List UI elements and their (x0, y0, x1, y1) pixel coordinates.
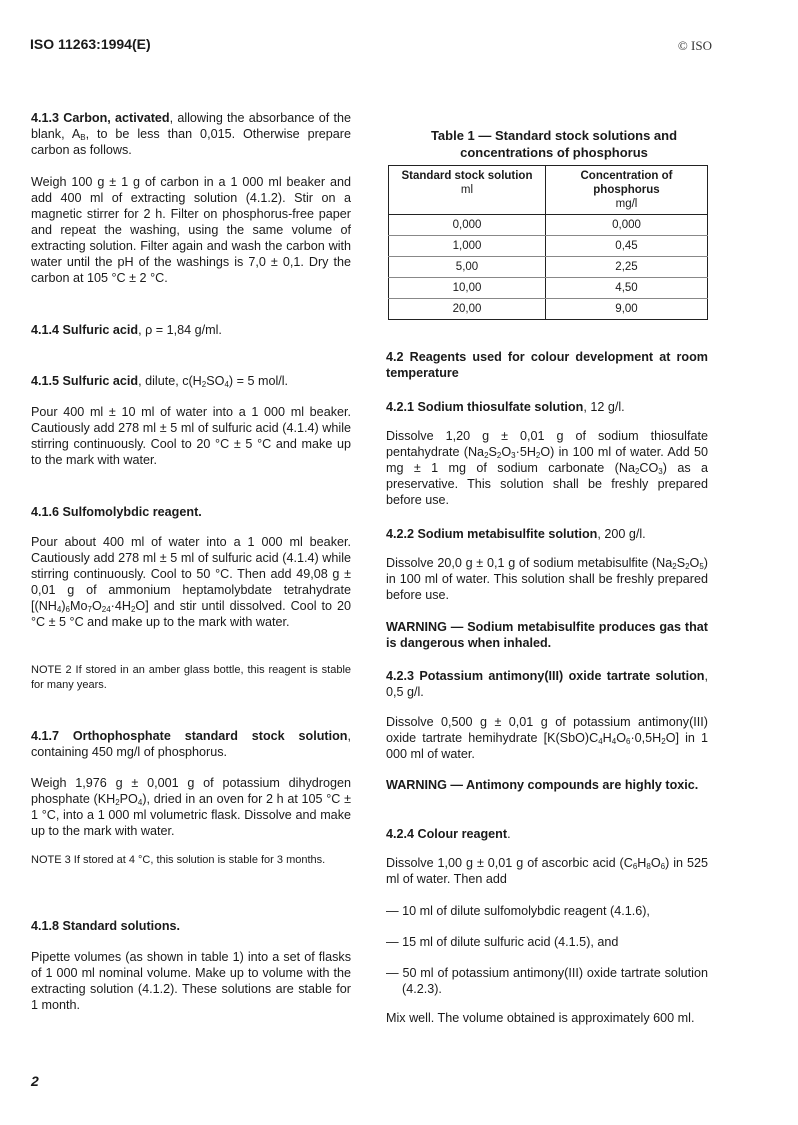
column-header: Concentration of phosphorus mg/l (546, 166, 708, 215)
table-row: 0,000 0,000 (389, 215, 708, 236)
section-4-1-8 (31, 918, 351, 934)
table-title: Table 1 — Standard stock solutions and concentrations of phosphorus (430, 128, 678, 160)
paragraph: Weigh 1,976 g ± 0,001 g of potassium dihydrogen phosphate $(KH_2PO_4)$, dried in an oven for 2 h at 105 °C ± 1 °C, into a 1 000 ml volumetric flask. Dissolve and make up to the mark with water. (31, 776, 351, 838)
warning-metabisulfite: WARNING — Sodium metabisulfite produces gas that is dangerous when inhaled. (386, 620, 708, 650)
section-4-2-4: 4.2.4 Colour reagent. (386, 827, 511, 841)
paragraph: Mix well. The volume obtained is approximately 600 ml. (386, 1011, 695, 1025)
table-row: 20,00 9,00 (389, 299, 708, 320)
section-4-1-3: 4.1.3 Carbon, activated, allowing the absorbance of the blank, $A_B$, to be less than 0,015. Otherwise prepare carbon as follows. (31, 111, 351, 157)
list-item: — 10 ml of dilute sulfomolybdic reagent (4.1.6), (386, 904, 650, 918)
warning-antimony: WARNING — Antimony compounds are highly toxic. (386, 778, 699, 792)
section-title: 4.2.2 Sodium metabisulfite solution (386, 527, 598, 541)
section-4-1-5: 4.1.5 Sulfuric acid, dilute, $c(H_2SO_4) = 5$ mol/l. (31, 374, 289, 389)
section-4-2 (386, 349, 708, 381)
paragraph: Dissolve 1,00 g ± 0,01 g of ascorbic acid $(C_6H_8O_6)$ in 525 ml of water. Then add (386, 856, 708, 886)
table-row: 10,00 4,50 (389, 278, 708, 299)
note-3: NOTE 3 If stored at 4 °C, this solution is stable for 3 months. (31, 854, 326, 866)
page-number: 2 (31, 1073, 39, 1089)
paragraph: Pour 400 ml ± 10 ml of water into a 1 000 ml beaker. Cautiously add 278 ml ± 5 ml of sulfuric acid (4.1.4) while stirring continuously. Cool to 20 °C ± 5 °C and make up to the mark with water. (31, 405, 351, 467)
section-title: 4.2.3 Potassium antimony(III) oxide tartrate solution (386, 669, 705, 683)
section-4-2-1: 4.2.1 Sodium thiosulfate solution, 12 g/l. (386, 400, 625, 414)
column-header: Standard stock solution ml (389, 166, 546, 215)
section-title: 4.2.1 Sodium thiosulfate solution (386, 400, 584, 414)
section-title: 4.1.5 Sulfuric acid (31, 374, 139, 388)
section-title: 4.2 Reagents used for colour development at room temperature (386, 350, 708, 380)
section-title: 4.1.7 Orthophosphate standard stock solution (31, 729, 348, 743)
paragraph: Pipette volumes (as shown in table 1) into a set of flasks of 1 000 ml nominal volume. Make up to volume with the extracting solution (4.1.2). These solutions are stable for 1 month. (31, 950, 351, 1012)
list-item: — 15 ml of dilute sulfuric acid (4.1.5), and (386, 935, 619, 949)
section-4-1-6 (31, 504, 351, 520)
section-title: 4.2.4 Colour reagent (386, 827, 508, 841)
paragraph: Weigh 100 g ± 1 g of carbon in a 1 000 ml beaker and add 400 ml of extracting solution (4.1.2). Stir on a magnetic stirrer for 2 h. Filter on phosphorus-free paper and repeat the washing, using the same volume of extracting solution. Filter again and wash the carbon with water until the pH of the washings is 7,0 ± 0,1. Dry the carbon at 105 °C ± 2 °C. (31, 175, 351, 285)
section-title: 4.1.8 Standard solutions. (31, 919, 181, 933)
section-4-2-3: 4.2.3 Potassium antimony(III) oxide tartrate solution, 0,5 g/l. (386, 669, 708, 699)
table-row: 1,000 0,45 (389, 236, 708, 257)
paragraph: Dissolve 1,20 g ± 0,01 g of sodium thiosulfate pentahydrate $(Na_2S_2O_3\cdot 5H_2O)$ in 100 ml of water. Add 50 mg ± 1 mg of sodium carbonate $(Na_2CO_3)$ as a preservative. This solution shall be freshly prepared before use. (386, 429, 709, 507)
section-4-1-7: 4.1.7 Orthophosphate standard stock solution, containing 450 mg/l of phosphorus. (31, 729, 351, 759)
document-id: ISO 11263:1994(E) (30, 36, 151, 52)
section-4-1-4: 4.1.4 Sulfuric acid, ρ = 1,84 g/ml. (31, 323, 222, 337)
note-2: NOTE 2 If stored in an amber glass bottle, this reagent is stable for many years. (31, 664, 351, 691)
table-row: 5,00 2,25 (389, 257, 708, 278)
standard-solutions-table (388, 165, 708, 320)
paragraph: Pour about 400 ml of water into a 1 000 ml beaker. Cautiously add 278 ml ± 5 ml of sulfuric acid (4.1.4) while stirring continuously. Cool to 50 °C. Then add 49,08 g ± 0,01 g of ammonium heptamolybdate tetrahydrate $[(NH_4)_6Mo_7O_{24}\cdot 4H_2O]$ and stir until dissolved. Cool to 20 °C ± 5 °C and make up to the mark with water. (31, 535, 351, 629)
copyright-mark: © ISO (677, 38, 712, 53)
section-4-2-2: 4.2.2 Sodium metabisulfite solution, 200 g/l. (386, 527, 646, 541)
list-item: — 50 ml of potassium antimony(III) oxide tartrate solution (4.2.3). (386, 966, 708, 996)
section-title: 4.1.4 Sulfuric acid (31, 323, 139, 337)
paragraph: Dissolve 20,0 g ± 0,1 g of sodium metabisulfite $(Na_2S_2O_5)$ in 100 ml of water. This solution shall be freshly prepared before use. (386, 556, 708, 602)
paragraph: Dissolve 0,500 g ± 0,01 g of potassium antimony(III) oxide tartrate hemihydrate $[K(SbO)C_4H_4O_6\cdot 0,5H_2O]$ in 1 000 ml of water. (386, 715, 708, 761)
section-title: 4.1.6 Sulfomolybdic reagent. (31, 505, 202, 519)
section-title: 4.1.3 Carbon, activated (31, 111, 170, 125)
